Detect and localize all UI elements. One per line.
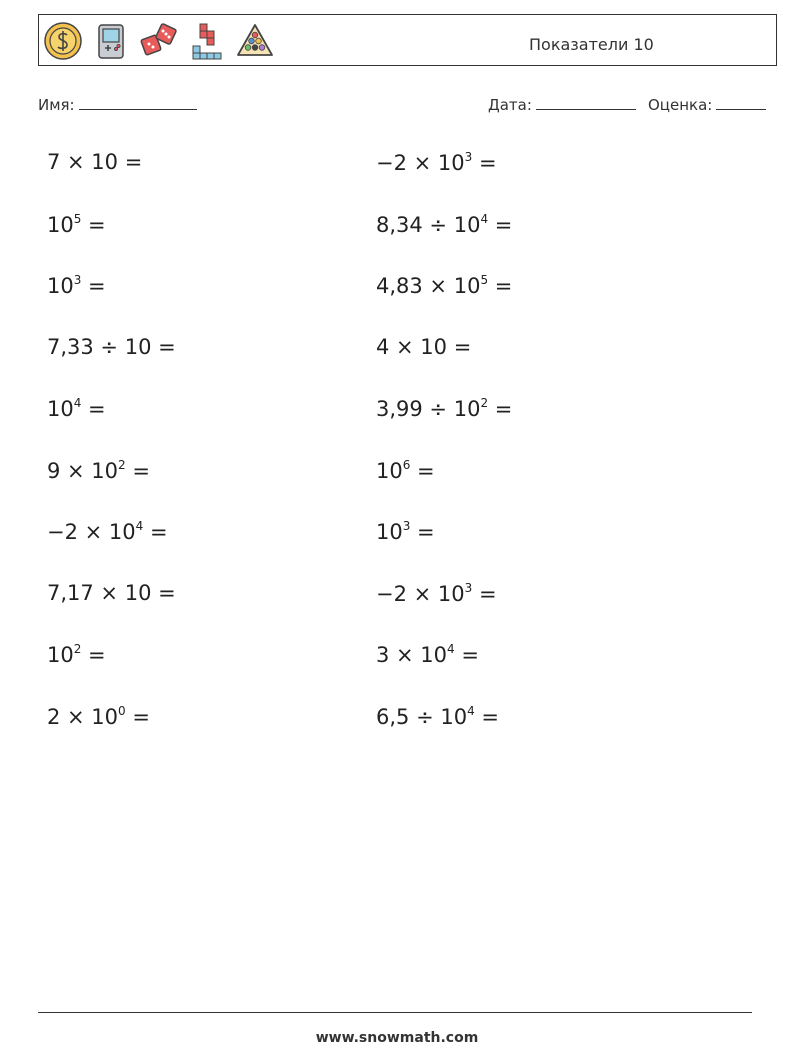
problem-equals: =	[81, 274, 106, 298]
problem-equals: =	[81, 643, 106, 667]
problem-expression: 6,5 ÷ 10	[376, 704, 468, 729]
name-label: Имя:	[38, 96, 75, 114]
problem-expression: −2 × 10	[47, 520, 136, 544]
problem-equals: =	[447, 334, 472, 359]
problem-exponent: 4	[467, 703, 475, 718]
problem-exponent: 4	[447, 642, 455, 656]
problem-right-7	[376, 519, 435, 544]
coin-icon	[42, 20, 84, 62]
problem-expression: 7 × 10	[47, 150, 119, 174]
problem-equals: =	[81, 212, 106, 237]
problem-exponent: 3	[73, 273, 82, 287]
problem-equals: =	[125, 704, 150, 729]
problem-expression: 10	[47, 397, 74, 421]
problem-equals: =	[125, 458, 150, 483]
footer-url: www.snowmath.com	[315, 1030, 479, 1046]
problem-expression: 8,34 ÷ 10	[376, 212, 481, 237]
problem-exponent: 3	[464, 150, 473, 164]
problem-equals: =	[454, 643, 479, 667]
problem-expression: −2 × 10	[376, 581, 465, 606]
problem-left-4	[47, 335, 176, 359]
grade-field	[648, 95, 766, 114]
problem-exponent: 2	[480, 396, 489, 410]
footer-divider	[38, 1012, 752, 1013]
header-icons	[42, 20, 276, 62]
problem-exponent: 2	[73, 642, 82, 656]
problem-left-1	[47, 150, 142, 174]
problem-equals: =	[488, 274, 513, 298]
grade-blank[interactable]	[716, 95, 766, 110]
problem-right-5	[376, 396, 512, 421]
date-blank[interactable]	[536, 95, 636, 110]
problem-equals: =	[488, 397, 513, 421]
name-blank[interactable]	[79, 95, 197, 110]
billiard-rack-icon	[234, 20, 276, 62]
problem-equals: =	[81, 397, 106, 421]
problem-equals: =	[143, 520, 168, 544]
problem-exponent: 2	[118, 457, 126, 472]
problem-right-6	[376, 458, 435, 483]
date-label: Дата:	[488, 96, 532, 114]
problem-exponent: 3	[464, 580, 473, 595]
date-field	[488, 95, 636, 114]
problem-left-2	[47, 212, 106, 237]
problem-exponent: 4	[480, 211, 489, 226]
dice-icon	[138, 20, 180, 62]
problem-equals: =	[151, 334, 176, 359]
problem-exponent: 5	[73, 211, 82, 226]
problem-left-6	[47, 458, 150, 483]
problem-right-1	[376, 150, 497, 175]
problem-left-9	[47, 642, 106, 667]
problem-expression: 10	[47, 274, 74, 298]
problem-equals: =	[472, 151, 497, 175]
problem-equals: =	[488, 212, 513, 237]
problem-expression: 3 × 10	[376, 643, 448, 667]
problem-right-9	[376, 642, 479, 667]
problem-equals: =	[410, 458, 435, 483]
worksheet-header	[38, 14, 777, 66]
problem-left-5	[47, 396, 106, 421]
problem-exponent: 5	[480, 273, 489, 287]
problem-expression: 4 × 10	[376, 334, 448, 359]
grade-label: Оценка:	[648, 96, 713, 114]
problem-equals: =	[118, 150, 143, 174]
name-field	[38, 95, 197, 114]
problem-right-3	[376, 273, 512, 298]
problem-expression: 7,33 ÷ 10	[47, 334, 152, 359]
problem-left-7	[47, 519, 168, 544]
problem-expression: 7,17 × 10	[47, 580, 152, 605]
worksheet-title: Показатели 10	[529, 35, 654, 54]
problem-exponent: 4	[135, 519, 144, 533]
problem-left-8	[47, 581, 176, 605]
handheld-console-icon	[90, 20, 132, 62]
problem-equals: =	[410, 520, 435, 544]
problem-expression: 4,83 × 10	[376, 274, 481, 298]
tetris-blocks-icon	[186, 20, 228, 62]
problem-expression: 10	[47, 643, 74, 667]
problem-expression: 10	[376, 520, 403, 544]
problem-expression: 10	[376, 458, 403, 483]
problem-expression: 2 × 10	[47, 704, 119, 729]
problem-right-8	[376, 581, 497, 606]
problem-right-10	[376, 704, 499, 729]
problem-expression: 9 × 10	[47, 458, 119, 483]
problem-exponent: 4	[73, 396, 82, 410]
problem-left-10	[47, 704, 150, 729]
problem-right-2	[376, 212, 512, 237]
problem-expression: 10	[47, 212, 74, 237]
problem-exponent: 3	[402, 519, 411, 533]
problem-exponent: 0	[118, 703, 126, 718]
problem-left-3	[47, 273, 106, 298]
problem-right-4	[376, 335, 471, 359]
problem-equals: =	[151, 580, 176, 605]
problem-exponent: 6	[402, 457, 411, 472]
problem-expression: 3,99 ÷ 10	[376, 397, 481, 421]
problem-equals: =	[474, 704, 499, 729]
problem-equals: =	[472, 581, 497, 606]
problem-expression: −2 × 10	[376, 151, 465, 175]
